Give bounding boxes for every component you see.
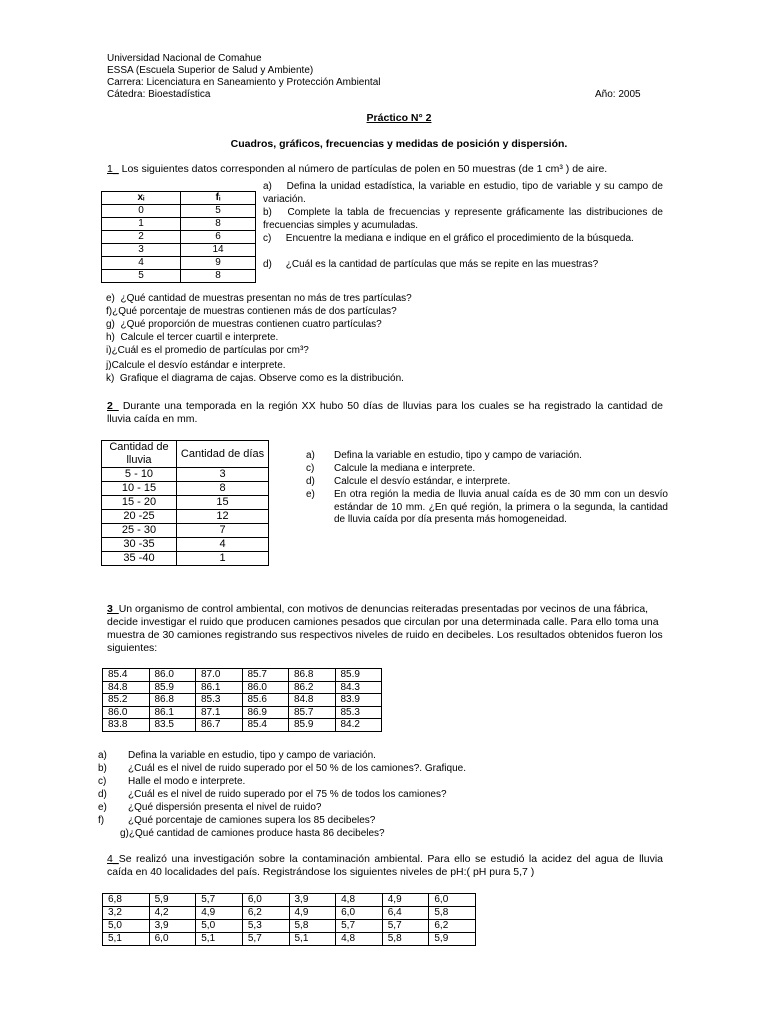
table-cell: 83.8 <box>103 719 150 732</box>
ex2-intro-text: Durante una temporada en la región XX hubo 50 días de lluvias para los cuales se ha registrado la cantidad de lluvia caída en mm. <box>107 400 663 425</box>
item-label: i) <box>106 345 112 356</box>
item-label: j) <box>106 360 112 371</box>
table-cell: 83.5 <box>149 719 196 732</box>
table-row <box>103 719 382 732</box>
table-header-cell: xᵢ <box>102 192 181 205</box>
item-label: b) <box>263 207 272 218</box>
table-cell: 8 <box>181 270 256 283</box>
item-text: ¿Cuál es la cantidad de partículas que más se repite en las muestras? <box>285 259 599 270</box>
item-text: Defina la variable en estudio, tipo y campo de variación. <box>334 450 582 461</box>
ex1-item-i <box>106 345 309 358</box>
table-row <box>103 669 382 682</box>
table-cell: 4 <box>177 538 269 552</box>
table-cell: 85.6 <box>242 694 289 707</box>
table-cell: 4,9 <box>196 907 243 920</box>
item-label: h) <box>106 332 115 343</box>
table-cell: 4,8 <box>336 894 383 907</box>
header-university: Universidad Nacional de Comahue <box>107 53 262 64</box>
ex4-ph-table <box>102 893 476 946</box>
item-text: ¿Qué cantidad de muestras presentan no más de tres partículas? <box>120 293 412 304</box>
item-label: c) <box>98 776 107 787</box>
table-cell: 0 <box>102 205 181 218</box>
item-text: ¿Qué porcentaje de muestras contienen más de dos partículas? <box>112 306 397 317</box>
ex3-item-g: g)¿Qué cantidad de camiones produce hasta 86 decibeles? <box>120 828 385 839</box>
ex3-item-f <box>98 815 375 828</box>
table-row <box>102 538 269 552</box>
ex2-intro <box>107 400 663 426</box>
table-cell: 85.7 <box>289 706 336 719</box>
ex1-item-j <box>106 360 286 373</box>
item-text: Halle el modo e interprete. <box>128 776 246 787</box>
table-cell: 4,2 <box>149 907 196 920</box>
table-cell: 5,7 <box>382 920 429 933</box>
table-cell: 7 <box>177 524 269 538</box>
table-cell: 86.0 <box>242 681 289 694</box>
table-cell: 86.1 <box>196 681 243 694</box>
item-text: Encuentre la mediana e indique en el gráfico el procedimiento de la búsqueda. <box>285 233 634 244</box>
ex3-item-e <box>98 802 321 815</box>
table-cell: 5,9 <box>429 933 476 946</box>
ex3-number: 3_ <box>107 603 119 615</box>
table-cell: 84.2 <box>335 719 382 732</box>
table-cell: 85.3 <box>335 706 382 719</box>
ex1-intro-text: Los siguientes datos corresponden al número de partículas de polen en 50 muestras (de 1 cm³ ) de aire. <box>118 163 608 175</box>
table-cell: 4,9 <box>289 907 336 920</box>
table-cell: 86.2 <box>289 681 336 694</box>
table-row <box>103 706 382 719</box>
ex2-item-c <box>306 463 666 476</box>
item-label: a) <box>263 181 272 192</box>
ex3-item-b <box>98 763 466 776</box>
ex3-item-d <box>98 789 447 802</box>
table-cell: 3,9 <box>149 920 196 933</box>
table-row <box>102 205 256 218</box>
table-cell: 3 <box>102 244 181 257</box>
ex1-item-f <box>106 306 397 319</box>
table-cell: 10 - 15 <box>102 482 177 496</box>
table-cell: 6,0 <box>336 907 383 920</box>
table-cell: 87.0 <box>196 669 243 682</box>
table-row <box>102 244 256 257</box>
table-row <box>103 894 476 907</box>
table-row <box>102 524 269 538</box>
item-text: ¿Qué proporción de muestras contienen cuatro partículas? <box>120 319 382 330</box>
item-text: Calcule el desvío estándar, e interprete. <box>334 476 511 487</box>
table-cell: 5,3 <box>242 920 289 933</box>
ex2-item-e <box>306 489 668 527</box>
table-cell: 8 <box>181 218 256 231</box>
table-cell: 14 <box>181 244 256 257</box>
item-label: c) <box>306 463 315 474</box>
item-label: g) <box>106 319 115 330</box>
ex1-item-h <box>106 332 278 345</box>
table-cell: 5,0 <box>196 920 243 933</box>
table-header-cell: fᵢ <box>181 192 256 205</box>
table-cell: 85.7 <box>242 669 289 682</box>
ex1-item-k <box>106 373 404 386</box>
table-cell: 83.9 <box>335 694 382 707</box>
table-cell: 5,8 <box>382 933 429 946</box>
table-row <box>102 218 256 231</box>
table-cell: 20 -25 <box>102 510 177 524</box>
table-cell: 35 -40 <box>102 552 177 566</box>
item-label: c) <box>263 233 272 244</box>
table-cell: 86.8 <box>149 694 196 707</box>
table-row <box>102 270 256 283</box>
ex2-item-a <box>306 450 666 463</box>
ex1-item-d <box>263 259 663 272</box>
item-label: a) <box>98 750 107 761</box>
item-label: f) <box>98 815 105 826</box>
item-text: ¿Qué porcentaje de camiones supera los 85 decibeles? <box>128 815 376 826</box>
table-cell: 5,8 <box>289 920 336 933</box>
item-label: b) <box>98 763 107 774</box>
ex1-item-a <box>263 181 663 206</box>
ex4-intro <box>107 853 663 879</box>
table-cell: 86.1 <box>149 706 196 719</box>
table-row <box>103 920 476 933</box>
item-label: e) <box>98 802 107 813</box>
ex3-intro <box>107 603 667 655</box>
table-row <box>102 510 269 524</box>
table-cell: 84.8 <box>103 681 150 694</box>
table-row <box>102 231 256 244</box>
table-cell: 86.0 <box>149 669 196 682</box>
item-text: ¿Cuál es el nivel de ruido superado por el 50 % de los camiones?. Grafique. <box>128 763 466 774</box>
table-cell: 4 <box>102 257 181 270</box>
ex2-number: 2_ <box>107 400 119 412</box>
table-cell: 6,8 <box>103 894 150 907</box>
item-label: d) <box>98 789 107 800</box>
page-title: Práctico N° 2 <box>366 112 432 124</box>
table-cell: 3 <box>177 468 269 482</box>
ex3-intro-text: Un organismo de control ambiental, con motivos de denuncias reiteradas presentadas por vecinos de una fábrica, decide investigar el ruido que producen camiones pesados que circulan por una determinada calle. Para ello toma una muestra de 30 camiones registrando sus respectivos niveles de ruido en decibeles. Los resultados obtenidos fueron los siguientes: <box>107 603 663 654</box>
table-cell: 86.0 <box>103 706 150 719</box>
table-cell: 12 <box>177 510 269 524</box>
ex1-intro <box>107 163 667 176</box>
table-cell: 25 - 30 <box>102 524 177 538</box>
item-label: k) <box>106 373 115 384</box>
table-cell: 85.2 <box>103 694 150 707</box>
item-label: d) <box>306 476 315 487</box>
table-cell: 6 <box>181 231 256 244</box>
ex4-number: 4_ <box>107 853 119 865</box>
table-cell: 85.4 <box>103 669 150 682</box>
ex1-item-g <box>106 319 382 332</box>
table-cell: 6,0 <box>149 933 196 946</box>
header-subject: Cátedra: Bioestadística <box>107 89 211 100</box>
table-cell: 6,2 <box>242 907 289 920</box>
table-header-cell: Cantidad de días <box>177 441 269 468</box>
table-cell: 5 - 10 <box>102 468 177 482</box>
item-label: e) <box>306 489 315 500</box>
table-cell: 2 <box>102 231 181 244</box>
header-career: Carrera: Licenciatura en Saneamiento y Protección Ambiental <box>107 77 381 88</box>
table-row <box>102 482 269 496</box>
table-cell: 5,7 <box>336 920 383 933</box>
ex3-item-a <box>98 750 376 763</box>
item-label: a) <box>306 450 315 461</box>
ex4-intro-text: Se realizó una investigación sobre la contaminación ambiental. Para ello se estudió la acidez del agua de lluvia caída en 40 localidades del país. Registrándose los siguientes niveles de pH:( pH pura 5,7 ) <box>107 853 663 878</box>
ex1-frequency-table <box>101 191 256 283</box>
table-cell: 4,8 <box>336 933 383 946</box>
table-row <box>103 681 382 694</box>
table-cell: 5,9 <box>149 894 196 907</box>
table-cell: 85.9 <box>335 669 382 682</box>
table-cell: 1 <box>102 218 181 231</box>
ex3-item-c <box>98 776 245 789</box>
ex1-item-b <box>263 207 663 232</box>
table-cell: 85.9 <box>289 719 336 732</box>
table-cell: 15 <box>177 496 269 510</box>
table-row <box>103 694 382 707</box>
item-text: En otra región la media de lluvia anual caída es de 30 mm con un desvío estándar de 10 mm. ¿En qué región, la primera o la segunda, la cantidad de lluvia caída por día presenta más homogeneidad. <box>334 489 668 525</box>
table-cell: 5,7 <box>196 894 243 907</box>
item-label: e) <box>106 293 115 304</box>
item-text: Complete la tabla de frecuencias y represente gráficamente las distribuciones de frecuencias simples y acumuladas. <box>263 207 663 231</box>
table-row <box>103 933 476 946</box>
table-header-row <box>102 441 269 468</box>
table-cell: 5,0 <box>103 920 150 933</box>
table-cell: 30 -35 <box>102 538 177 552</box>
item-text: ¿Cuál es el nivel de ruido superado por el 75 % de todos los camiones? <box>128 789 447 800</box>
table-cell: 6,4 <box>382 907 429 920</box>
item-text: Defina la unidad estadística, la variable en estudio, tipo de variable y su campo de variación. <box>263 181 663 205</box>
table-cell: 85.4 <box>242 719 289 732</box>
table-cell: 84.8 <box>289 694 336 707</box>
item-text: Grafique el diagrama de cajas. Observe como es la distribución. <box>119 373 404 384</box>
table-cell: 9 <box>181 257 256 270</box>
ex1-item-c <box>263 233 663 246</box>
table-cell: 8 <box>177 482 269 496</box>
item-text: Defina la variable en estudio, tipo y campo de variación. <box>128 750 376 761</box>
header-school: ESSA (Escuela Superior de Salud y Ambiente) <box>107 65 314 76</box>
item-text: Calcule el tercer cuartil e interprete. <box>120 332 279 343</box>
table-cell: 5,7 <box>242 933 289 946</box>
table-cell: 5 <box>181 205 256 218</box>
table-cell: 86.9 <box>242 706 289 719</box>
ex1-item-e <box>106 293 412 306</box>
table-cell: 85.9 <box>149 681 196 694</box>
table-row <box>102 552 269 566</box>
ex1-number: 1_ <box>107 163 119 175</box>
table-cell: 6,2 <box>429 920 476 933</box>
table-cell: 86.7 <box>196 719 243 732</box>
table-row <box>103 907 476 920</box>
table-cell: 5,1 <box>196 933 243 946</box>
page-subtitle: Cuadros, gráficos, frecuencias y medidas de posición y dispersión. <box>230 138 568 150</box>
item-text: Calcule la mediana e interprete. <box>334 463 476 474</box>
header-year: Año: 2005 <box>595 89 641 100</box>
table-cell: 87.1 <box>196 706 243 719</box>
table-cell: 15 - 20 <box>102 496 177 510</box>
table-cell: 5,1 <box>103 933 150 946</box>
table-cell: 86.8 <box>289 669 336 682</box>
item-text: Calcule el desvío estándar e interprete. <box>111 360 286 371</box>
table-cell: 3,2 <box>103 907 150 920</box>
item-text: ¿Cuál es el promedio de partículas por cm³? <box>111 345 309 356</box>
table-cell: 5,1 <box>289 933 336 946</box>
table-cell: 84.3 <box>335 681 382 694</box>
table-cell: 3,9 <box>289 894 336 907</box>
table-cell: 1 <box>177 552 269 566</box>
ex2-item-d <box>306 476 666 489</box>
table-header-row <box>102 192 256 205</box>
ex3-noise-table <box>102 668 382 732</box>
table-row <box>102 257 256 270</box>
table-cell: 5 <box>102 270 181 283</box>
table-cell: 6,0 <box>429 894 476 907</box>
table-cell: 4,9 <box>382 894 429 907</box>
item-label: d) <box>263 259 272 270</box>
table-header-cell: Cantidad de lluvia <box>102 441 177 468</box>
table-row <box>102 468 269 482</box>
table-cell: 6,0 <box>242 894 289 907</box>
ex2-rainfall-table <box>101 440 269 566</box>
table-cell: 85.3 <box>196 694 243 707</box>
item-text: ¿Qué dispersión presenta el nivel de ruido? <box>128 802 322 813</box>
table-cell: 5,8 <box>429 907 476 920</box>
item-label: f) <box>106 306 113 317</box>
table-row <box>102 496 269 510</box>
